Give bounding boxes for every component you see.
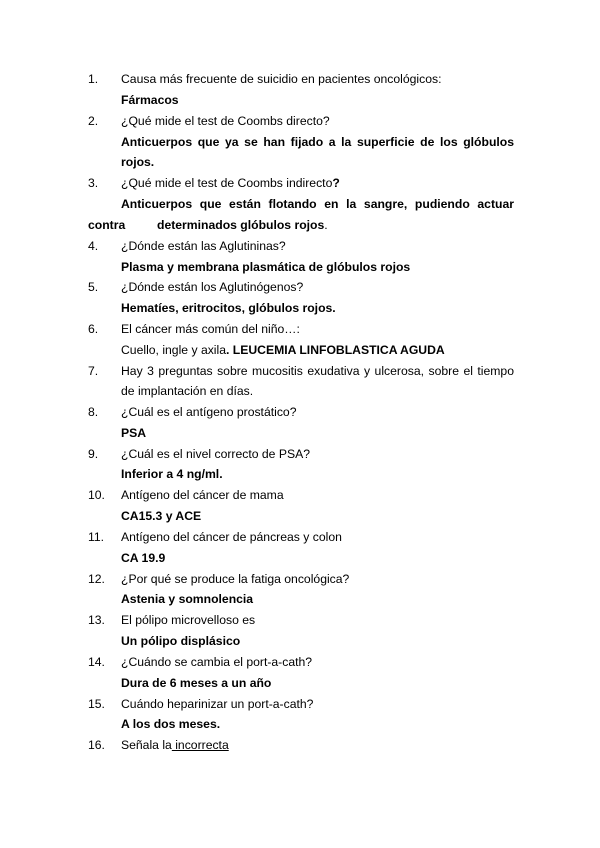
question-text: ¿Cuál es el antígeno prostático? [121,405,297,419]
answer-text: Inferior a 4 ng/ml. [121,467,223,481]
question-text: ¿Dónde están las Aglutininas? [121,239,286,253]
item-number: 2. [88,114,99,128]
question-text: ¿Cuál es el nivel correcto de PSA? [121,447,310,461]
underlined-word: incorrecta [171,738,229,752]
answer-text-plain: Cuello, ingle y axila [121,343,227,357]
item-number: 9. [88,447,99,461]
question-text: El pólipo microvelloso es [121,613,256,627]
question-text: Antígeno del cáncer de mama [121,488,284,502]
answer-text: CA 19.9 [121,551,166,565]
item-number: 4. [88,239,99,253]
item-number: 15. [88,697,105,711]
item-number: 7. [88,364,99,378]
item-number: 14. [88,655,105,669]
answer-text: Plasma y membrana plasmática de glóbulos rojos [121,260,411,274]
answer-text: Astenia y somnolencia [121,592,254,606]
item-number: 8. [88,405,99,419]
item-number: 11. [88,530,105,544]
answer-text: Fármacos [121,93,179,107]
item-number: 13. [88,613,105,627]
answer-text: contra [88,218,126,232]
question-text: Antígeno del cáncer de páncreas y colon [121,530,342,544]
question-text: ¿Por qué se produce la fatiga oncológica? [121,572,350,586]
item-number: 1. [88,72,99,86]
answer-text: Un pólipo displásico [121,634,241,648]
question-text [121,737,229,753]
answer-text: Anticuerpos que ya se han fijado a la superficie de los glóbulos [121,135,514,149]
item-number: 16. [88,738,105,752]
answer-text [157,217,328,233]
answer-text-bold: determinados glóbulos rojos [157,218,325,232]
question-text-main: Señala la [121,738,172,752]
answer-text [121,342,445,358]
item-number: 10. [88,488,105,502]
answer-text-bold: . LEUCEMIA LINFOBLASTICA AGUDA [226,343,445,357]
question-text: Cuándo heparinizar un port-a-cath? [121,697,314,711]
question-mark: ? [332,176,340,190]
answer-text: PSA [121,426,147,440]
answer-text: Anticuerpos que están flotando en la sangre, pudiendo actuar [121,197,514,211]
question-text: El cáncer más común del niño…: [121,322,300,336]
answer-text: A los dos meses. [121,717,221,731]
question-text: ¿Qué mide el test de Coombs directo? [121,114,330,128]
question-text: Hay 3 preguntas sobre mucositis exudativa y ulcerosa, sobre el tiempo [121,364,514,378]
question-text: ¿Cuándo se cambia el port-a-cath? [121,655,313,669]
item-number: 12. [88,572,105,586]
question-text: de implantación en días. [121,384,254,398]
answer-text: Hematíes, eritrocitos, glóbulos rojos. [121,301,336,315]
question-text-main: ¿Qué mide el test de Coombs indirecto [121,176,333,190]
answer-text: Dura de 6 meses a un año [121,676,272,690]
question-text: Causa más frecuente de suicidio en pacientes oncológicos: [121,72,442,86]
question-text: ¿Dónde están los Aglutinógenos? [121,280,304,294]
question-text [121,175,340,191]
answer-text: CA15.3 y ACE [121,509,202,523]
item-number: 5. [88,280,99,294]
item-number: 6. [88,322,99,336]
item-number: 3. [88,176,99,190]
answer-text: rojos. [121,155,155,169]
answer-period: . [324,218,328,232]
